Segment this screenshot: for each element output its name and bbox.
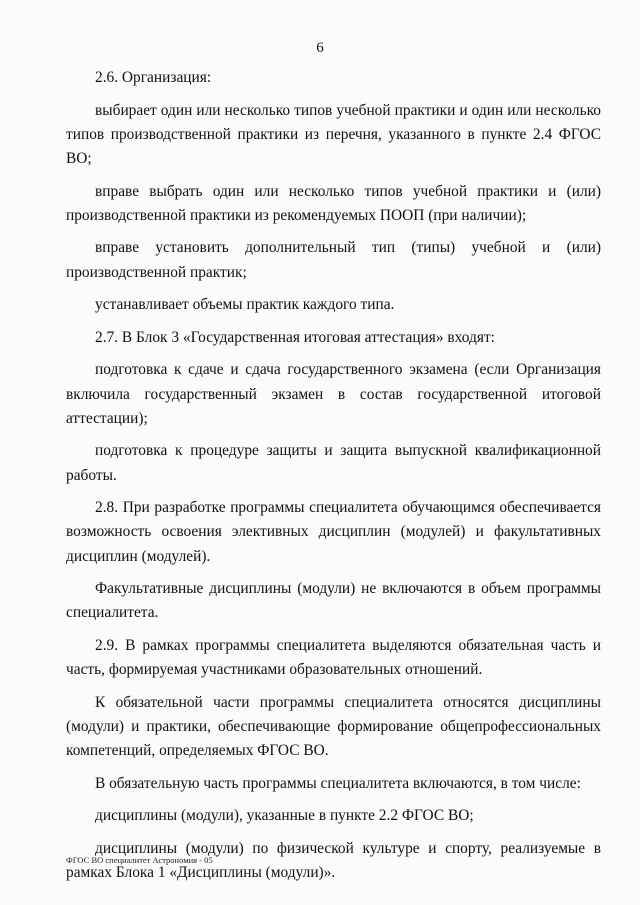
paragraph-2-8-elective: 2.8. При разработке программы специалитета обучающимся обеспечивается возможность освоения элективных дисциплин (модулей) и факультативных дисциплин (модулей).	[66, 499, 601, 565]
document-body	[66, 66, 601, 894]
paragraph-2-6-heading: 2.6. Организация:	[95, 69, 212, 86]
paragraph-2-7-heading: 2.7. В Блок 3 «Государственная итоговая аттестация» входят:	[95, 328, 495, 346]
paragraph-sets-volumes: устанавливает объемы практик каждого типа.	[95, 296, 395, 314]
paragraph-mandatory-part: К обязательной части программы специалитета относятся дисциплины (модули) и практики, обеспечивающие формирование общепрофессиональных компетенций, определяемых ФГОС ВО.	[66, 693, 601, 760]
paragraph-state-exam: подготовка к сдаче и сдача государственного экзамена (если Организация включила государственный экзамен в состав государственной итоговой аттестации);	[66, 361, 601, 427]
paragraph-mandatory-includes: В обязательную часть программы специалитета включаются, в том числе:	[95, 774, 581, 792]
paragraph-may-establish-type: вправе установить дополнительный тип (типы) учебной и (или) производственной практик;	[66, 239, 601, 281]
paragraph-may-choose-practice: вправе выбрать один или несколько типов учебной практики и (или) производственной практики из рекомендуемых ПООП (при наличии);	[66, 182, 601, 224]
paragraph-optional-disciplines: Факультативные дисциплины (модули) не включаются в объем программы специалитета.	[66, 580, 601, 622]
page-number: 6	[316, 40, 324, 56]
page-footer: ФГОС ВО специалитет Астрономия - 05	[66, 855, 213, 865]
paragraph-select-practice-types: выбирает один или несколько типов учебной практики и один или несколько типов производственной практики из перечня, указанного в пункте 2.4 ФГОС ВО;	[66, 101, 601, 167]
paragraph-thesis-defense: подготовка к процедуре защиты и защита выпускной квалификационной работы.	[66, 442, 601, 484]
paragraph-physical-culture: дисциплины (модули) по физической культуре и спорту, реализуемые в рамках Блока 1 «Дисциплины (модули)».	[66, 839, 601, 882]
paragraph-disciplines-2-2: дисциплины (модули), указанные в пункте 2.2 ФГОС ВО;	[95, 807, 474, 825]
paragraph-2-9-parts: 2.9. В рамках программы специалитета выделяются обязательная часть и часть, формируемая участниками образовательных отношений.	[66, 636, 601, 679]
